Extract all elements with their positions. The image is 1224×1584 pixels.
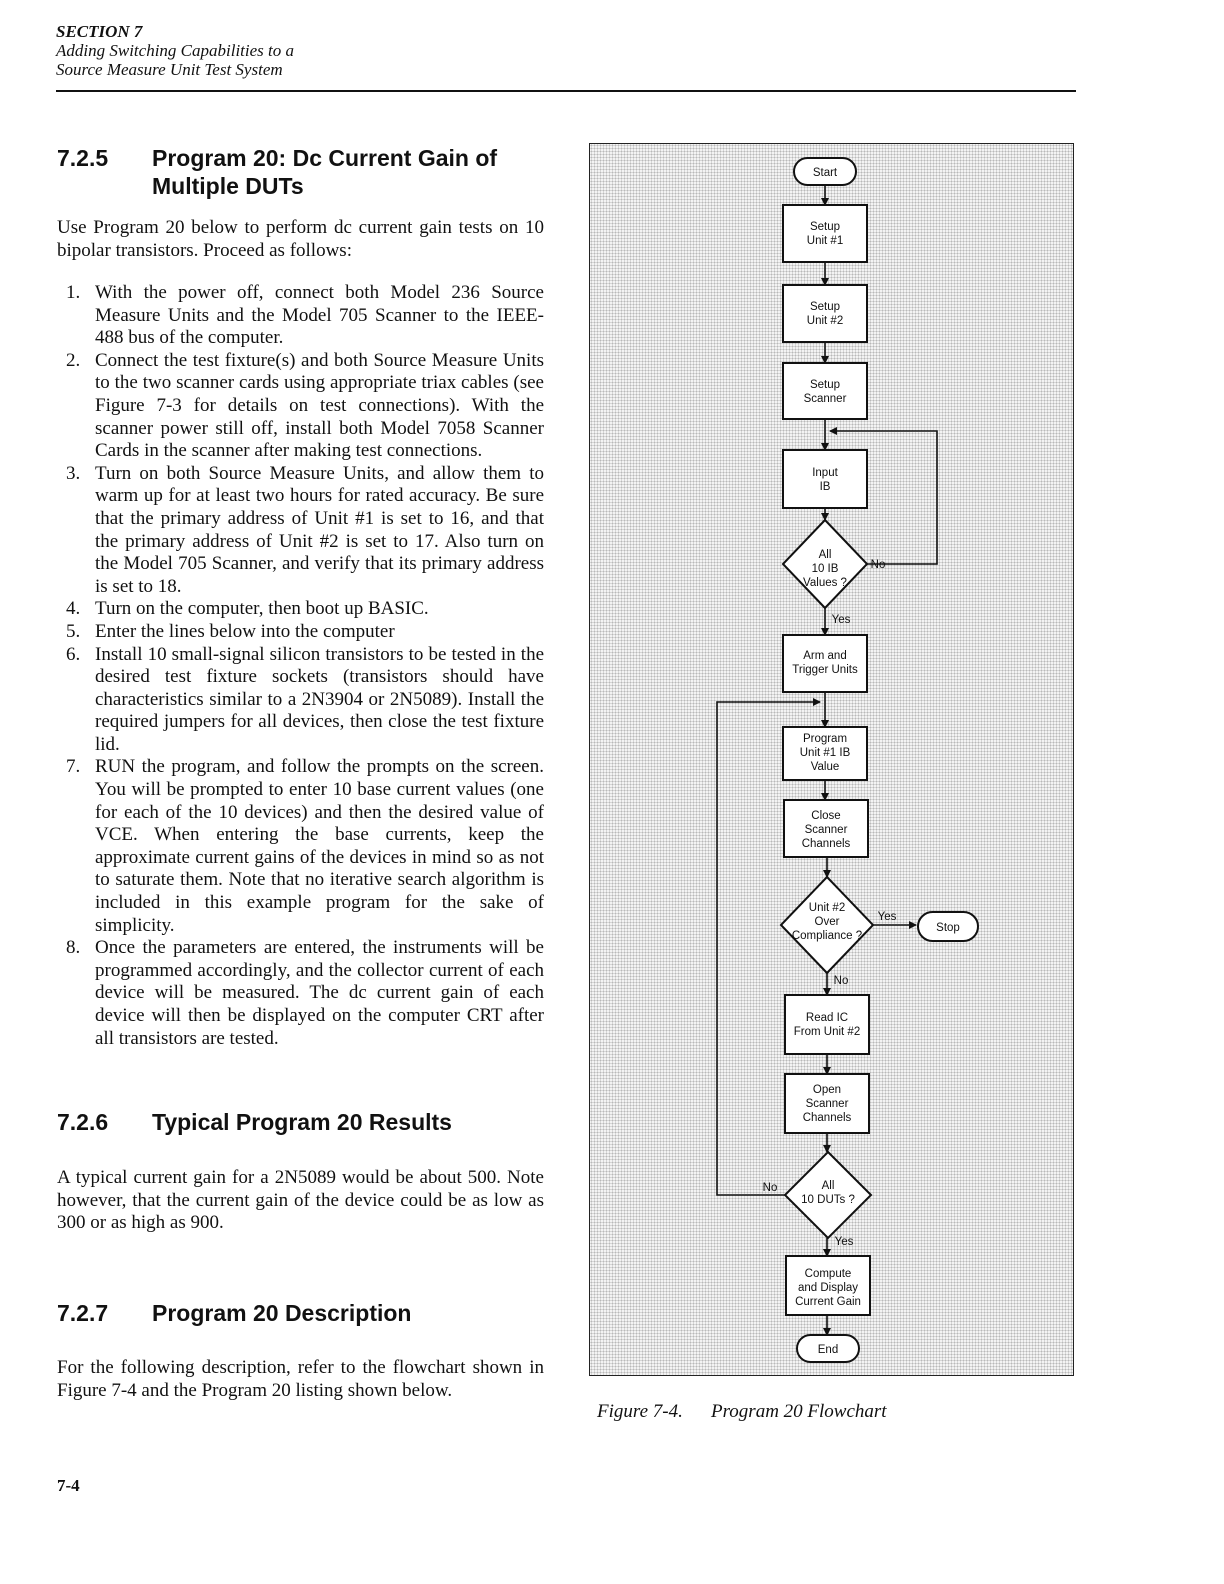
intro-paragraph: Use Program 20 below to perform dc current gain tests on 10 bipolar transistors. Proceed as follows: bbox=[57, 217, 544, 261]
decision1-line3: Values ? bbox=[803, 577, 847, 589]
open-line1: Open bbox=[812, 1084, 842, 1096]
heading-number: 7.2.7 bbox=[57, 1300, 109, 1326]
page-number: 7-4 bbox=[57, 1476, 80, 1495]
list-item: 8. Once the parameters are entered, the instruments will be programmed accordingly, and the collector current of each device will be measured. The dc current gain of each device will then be displayed on the computer CRT after all transistors are tested. bbox=[66, 937, 544, 1049]
decision2-line2: Over bbox=[814, 916, 840, 928]
open-line2: Scanner bbox=[805, 1098, 849, 1110]
setup2-line2: Unit #2 bbox=[806, 315, 844, 327]
flowchart-svg bbox=[590, 144, 1075, 1377]
arm-line2: Trigger Units bbox=[792, 664, 858, 676]
process-setup-unit1 bbox=[783, 205, 867, 262]
heading-title: Program 20: Dc Current Gain of Multiple DUTs bbox=[152, 145, 498, 199]
close-line3: Channels bbox=[801, 838, 851, 850]
heading-7-2-6 bbox=[57, 1108, 577, 1138]
results-paragraph: A typical current gain for a 2N5089 would be about 500. Note however, that the current gain of the device could be as low as 300 or as high as 900. bbox=[57, 1167, 544, 1234]
process-input-ib bbox=[783, 450, 867, 508]
heading-number: 7.2.6 bbox=[57, 1109, 109, 1135]
compute-line1: Compute bbox=[804, 1268, 852, 1280]
decision3-line1: All bbox=[821, 1180, 835, 1192]
decision1-no-label: No bbox=[870, 559, 886, 571]
decision2-no-label: No bbox=[833, 975, 849, 987]
list-item: 5. Enter the lines below into the computer bbox=[66, 620, 395, 642]
procedure-steps bbox=[57, 282, 544, 1050]
list-item: 7. RUN the program, and follow the prompts on the screen. You will be prompted to enter 10 base current values (one for each of the 10 devices) and then the desired value of VCE. When entering the base currents, keep the approximate current gains of the devices in mind so as not to saturate them. Note that no iterative search algorithm is included in this example program for the sake of simplicity. bbox=[66, 756, 544, 936]
open-line3: Channels bbox=[802, 1112, 852, 1124]
compute-line3: Current Gain bbox=[795, 1296, 861, 1308]
header-line-1: Adding Switching Capabilities to a bbox=[56, 41, 294, 60]
figure-title: Program 20 Flowchart bbox=[711, 1401, 887, 1422]
running-header bbox=[56, 22, 294, 79]
list-item: 6. Install 10 small-signal silicon transistors to be tested in the desired test fixture sockets (transistors should have characteristics similar to a 2N3904 or 2N5089). Install the required jumpers for all devices, then close the test fixture lid. bbox=[66, 643, 544, 755]
process-read-ic bbox=[785, 995, 869, 1054]
decision1-yes-label: Yes bbox=[831, 614, 851, 626]
program-line2: Unit #1 IB bbox=[799, 747, 851, 759]
close-line2: Scanner bbox=[804, 824, 848, 836]
read-line1: Read IC bbox=[805, 1012, 849, 1024]
input-line1: Input bbox=[812, 467, 838, 479]
decision3-no-label: No bbox=[762, 1182, 778, 1194]
decision1-line2: 10 IB bbox=[811, 563, 839, 575]
process-setup-scanner bbox=[783, 363, 867, 419]
decision2-yes-label: Yes bbox=[877, 911, 897, 923]
setup1-line2: Unit #1 bbox=[806, 235, 844, 247]
header-rule bbox=[56, 90, 1076, 92]
program-line1: Program bbox=[802, 733, 848, 745]
flowchart-figure bbox=[589, 143, 1074, 1376]
compute-line2: and Display bbox=[797, 1282, 859, 1294]
decision3-yes-label: Yes bbox=[834, 1236, 854, 1248]
end-label: End bbox=[817, 1344, 839, 1356]
decision3-line2: 10 DUTs ? bbox=[801, 1194, 855, 1206]
list-item: 3. Turn on both Source Measure Units, and allow them to warm up for at least two hours for rated accuracy. Be sure that the primary address of Unit #1 is set to 16, and that the primary address of Unit #2 is set to 17. Also turn on the Model 705 Scanner, and verify that its primary address is set to 18. bbox=[66, 462, 544, 597]
figure-caption bbox=[597, 1401, 887, 1423]
close-line1: Close bbox=[811, 810, 841, 822]
list-item: 4. Turn on the computer, then boot up BASIC. bbox=[66, 598, 429, 620]
stop-label: Stop bbox=[936, 922, 960, 934]
setup1-line1: Setup bbox=[809, 221, 841, 233]
read-line2: From Unit #2 bbox=[793, 1026, 861, 1038]
decision1-line1: All bbox=[818, 549, 832, 561]
arm-line1: Arm and bbox=[803, 650, 847, 662]
input-line2: IB bbox=[819, 481, 831, 493]
figure-label: Figure 7-4. bbox=[597, 1401, 683, 1422]
list-item: 1. With the power off, connect both Model 236 Source Measure Units and the Model 705 Scanner to the IEEE-488 bus of the computer. bbox=[66, 282, 544, 349]
start-label: Start bbox=[812, 167, 838, 179]
program-line3: Value bbox=[810, 761, 840, 773]
heading-7-2-7 bbox=[57, 1299, 577, 1329]
decision2-line3: Compliance ? bbox=[791, 930, 863, 942]
heading-7-2-5 bbox=[57, 144, 577, 200]
description-paragraph: For the following description, refer to the flowchart shown in Figure 7-4 and the Program 20 listing shown below. bbox=[57, 1357, 544, 1401]
setup2-line1: Setup bbox=[809, 301, 841, 313]
scanner-line2: Scanner bbox=[803, 393, 847, 405]
decision2-line1: Unit #2 bbox=[808, 902, 846, 914]
scanner-line1: Setup bbox=[809, 379, 841, 391]
heading-number: 7.2.5 bbox=[57, 145, 109, 171]
section-label: SECTION 7 bbox=[56, 22, 143, 41]
heading-title: Program 20 Description bbox=[152, 1300, 412, 1326]
process-setup-unit2 bbox=[783, 285, 867, 342]
heading-title: Typical Program 20 Results bbox=[152, 1109, 452, 1135]
list-item: 2. Connect the test fixture(s) and both Source Measure Units to the two scanner cards using appropriate triax cables (see Figure 7-3 for details on test connections). With the scanner power still off, install both Model 7058 Scanner Cards in the scanner after making test connections. bbox=[66, 349, 544, 462]
header-line-2: Source Measure Unit Test System bbox=[56, 60, 283, 79]
